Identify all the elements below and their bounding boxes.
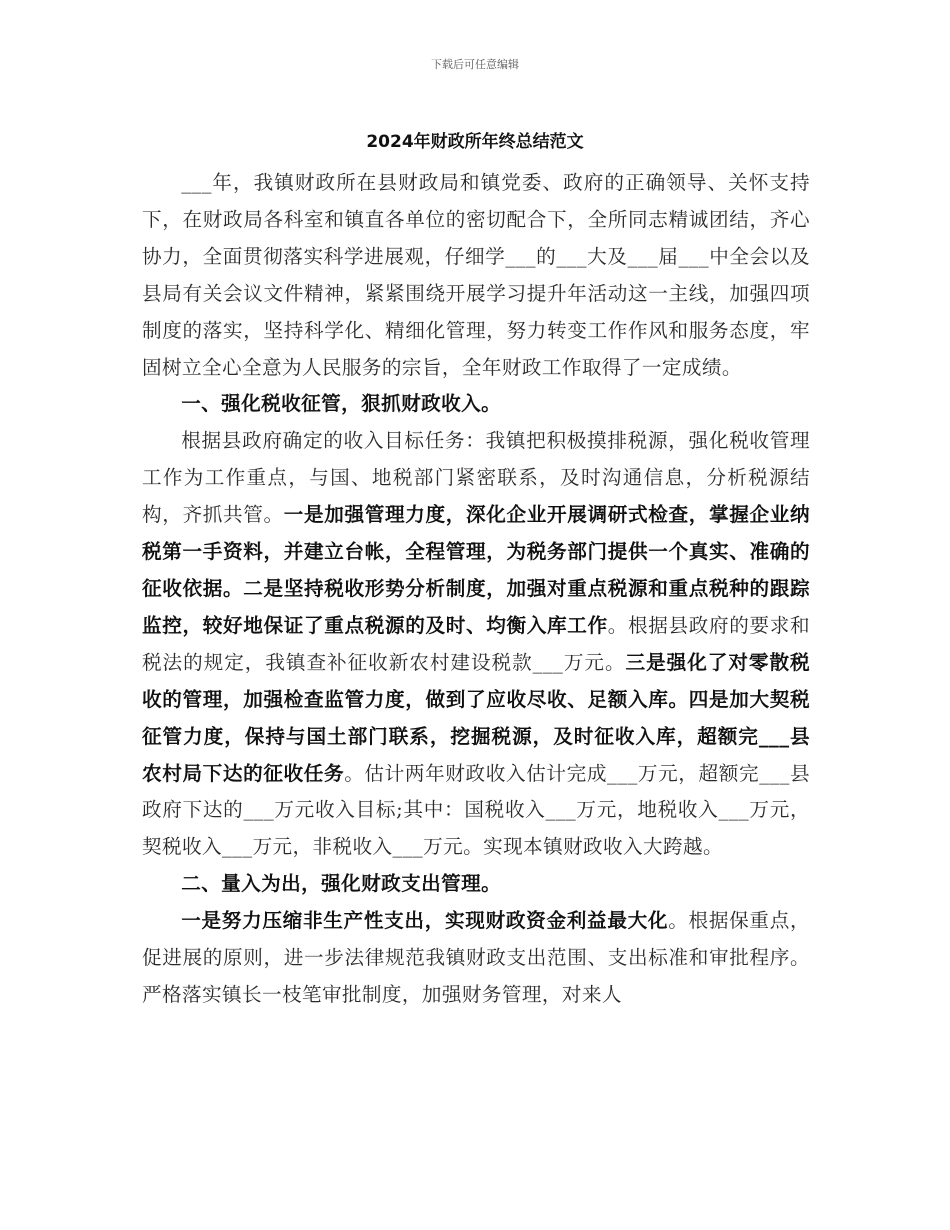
expenditure-sentence-1-bold: 一是努力压缩非生产性支出，实现财政资金利益最大化 bbox=[181, 909, 669, 933]
tax-paragraph bbox=[142, 423, 810, 866]
tax-sentence-3: 。根据县政府的要求和税法的规定，我镇查补征收新农村建设税款___万元。 bbox=[142, 613, 811, 674]
header-note: 下载后可任意编辑 bbox=[431, 58, 519, 71]
section-heading-2: 二、量入为出，强化财政支出管理。 bbox=[181, 872, 502, 896]
tax-sentence-2-bold: 一是加强管理力度，深化企业开展调研式检查，掌握企业纳税第一手资料，并建立台帐，全程管理，为税务部门提供一个真实、准确的征收依据。二是坚持税收形势分析制度，加强对重点税源和重点税种的跟踪监控，较好地保证了重点税源的及时、均衡入库工作 bbox=[142, 503, 810, 637]
intro-paragraph: ___年，我镇财政所在县财政局和镇党委、政府的正确领导、关怀支持下，在财政局各科室和镇直各单位的密切配合下，全所同志精诚团结，齐心协力，全面贯彻落实科学进展观，仔细学___的___大及___届___中全会以及县局有关会议文件精神，紧紧围绕开展学习提升年活动这一主线，加强四项制度的落实，坚持科学化、精细化管理，努力转变工作作风和服务态度，牢固树立全心全意为人民服务的宗旨，全年财政工作取得了一定成绩。 bbox=[142, 171, 810, 379]
document-title: 2024年财政所年终总结范文 bbox=[366, 132, 584, 152]
document-body bbox=[142, 165, 810, 1014]
section-heading-1: 一、强化税收征管，狠抓财政收入。 bbox=[181, 392, 502, 416]
tax-sentence-5: 。估计两年财政收入估计完成___万元，超额完___县政府下达的___万元收入目标;其中：国税收入___万元，地税收入___万元，契税收入___万元，非税收入___万元。实现本镇财政收入大跨越。 bbox=[142, 761, 811, 859]
tax-sentence-4-bold: 三是强化了对零散税收的管理，加强检查监管力度，做到了应收尽收、足额入库。四是加大契税征管力度，保持与国土部门联系，挖掘税源，及时征收入库，超额完___县农村局下达的征收任务 bbox=[142, 650, 810, 785]
expenditure-sentence-2: 。根据保重点，促进展的原则，进一步法律规范我镇财政支出范围、支出标准和审批程序。严格落实镇长一枝笔审批制度，加强财务管理，对来人 bbox=[142, 909, 810, 1006]
expenditure-paragraph bbox=[142, 903, 810, 1014]
tax-sentence-1: 根据县政府确定的收入目标任务：我镇把积极摸排税源，强化税收管理工作为工作重点，与国、地税部门紧密联系，及时沟通信息，分析税源结构，齐抓共管。 bbox=[142, 429, 810, 527]
